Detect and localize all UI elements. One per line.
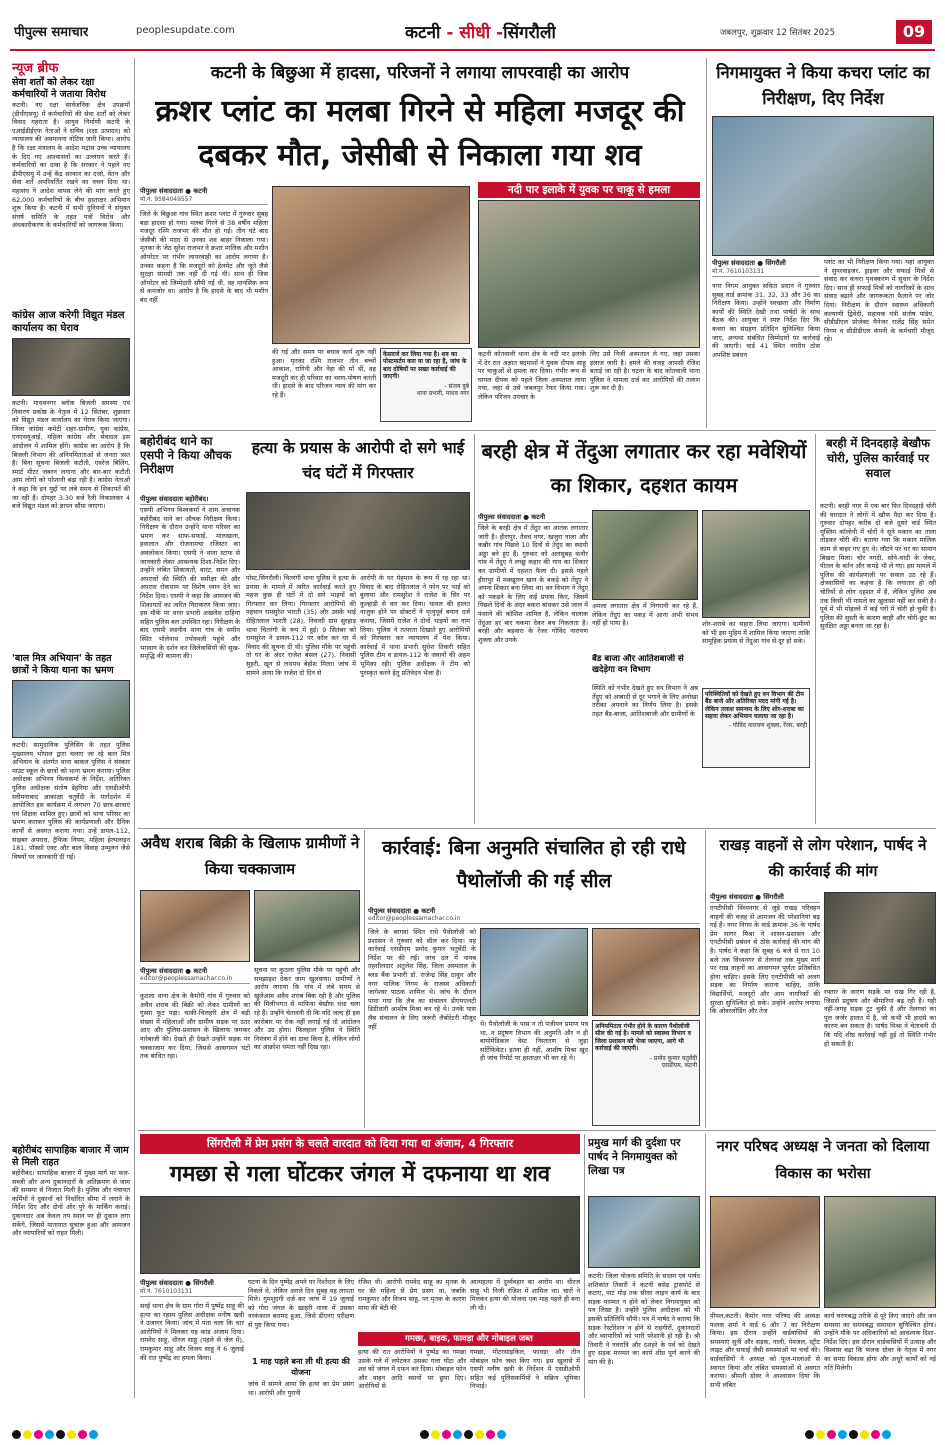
column-rule — [706, 58, 707, 428]
brief-3-title: 'बाल मित्र अभियान' के तहत छात्रों ने किया थाना का भ्रमण — [12, 653, 114, 676]
liquor-byline — [140, 966, 250, 984]
section-sep: - — [440, 23, 460, 43]
leopard-quote-box — [702, 688, 810, 768]
column-rule — [705, 1134, 706, 1398]
column-rule — [364, 830, 365, 1128]
pathology-quote-role: एसडीएम, कटनी — [661, 1062, 697, 1070]
murder-byline-name: पीपुल्स संवाददाता ● सिंगरौली — [140, 1279, 214, 1287]
liquor-headline: अवैध शराब बिक्री के खिलाफ ग्रामीणों ने किया चक्काजाम — [140, 834, 360, 878]
pathology-email[interactable]: editor@peoplessamachar.co.in — [368, 915, 461, 922]
leopard-col-1: जिले के बरही क्षेत्र में तेंदुए का आतंक लगातार जारी है। हीरापुर, तैवच नगर, खजुरा नाला और कन्नौर गांव पिछले 10 दिनों से तेंदुए का स्थायी अड्डा बने हुए हैं। गुरुवार को अलसुबह कनौर गांव में तेंदुए ने लच्छू कहार की गाय का शिकार कर ग्रामीणों में दहशत फैला दी। इससे पहले हीरापुर में मक्खूलन खान के बकड़े को तेंदुए ने अपना शिकार बना लिया था। वन विभाग ने तेंदुए को पकड़ने के लिए कई प्रयास किए, जिसमें पिछले दिनों के अंदर बकरा बांधकर उसे जाल में फंसाने की कोशिश शामिल है, लेकिन चालाक तेंदुआ हर बार चकमा देकर बच निकलता है। बरही और बड़वारा के रेंजर गोविंद नारायण शुक्ला और उनके — [478, 524, 588, 644]
registration-marks-right — [805, 1424, 935, 1440]
sp-headline: बहोरीबंद थाने का एसपी ने किया औचक निरीक्षण — [140, 434, 232, 476]
brief-2-title: कांग्रेस आज करेगी विद्युत मंडल कार्यालय का घेराव — [12, 310, 125, 334]
brief-3-photo — [12, 680, 130, 738]
leopard-col-2: अमला लगातार क्षेत्र में निगरानी कर रहे हैं, लेकिन तेंदुए का पकड़ में आना अभी संभव नहीं हो पाया है। — [592, 602, 698, 628]
council-col-2: कार्य चरणबद्ध तरीके से पूरे किए जाएंगे और जन समस्या का समयबद्ध समाधान सुनिश्चित होगा। उन्होंने मौके पर अधिकारियों को आवश्यक दिशा-निर्देश दिए। इस दौरान वार्डवासियों में उत्साह और विश्वास बढ़ा कि फलक ग्रोवर के नेतृत्व में नगर का समग्र विकास होगा और अधूरे कार्यों को नई गति मिलेगी। — [824, 1312, 936, 1372]
murder-col-7: गमछा, मोटरसाइकिल, फावड़ा और तीन मोबाइल फोन जब्त किए गए। इस खुलासे में एसपी मनीष खत्री के निर्देशन में एसडीओपी सहित कई पुलिसकर्मियों ने सक्रिय भूमिका निभाई। — [470, 1348, 580, 1391]
lead-byline — [140, 186, 268, 205]
mayor-headline: निगमायुक्त ने किया कचरा प्लांट का निरीक्षण, दिए निर्देश — [716, 63, 930, 108]
murder-kicker: सिंगरौली में प्रेम प्रसंग के चलते वारदात को दिया गया था अंजाम, 4 गिरफ्तार — [140, 1134, 580, 1154]
brief-2-photo — [12, 338, 130, 396]
leopard-headline: बरही क्षेत्र में तेंदुआ लगातार कर रहा मवेशियों का शिकार, दहशत कायम — [481, 439, 807, 497]
lead-byline-name: पीपुल्स संवाददाता ● कटनी — [140, 187, 208, 195]
ash-col-2: रफ्तार के कारण सड़कें पर राख गिर रही है, जिससे प्रदूषण और बीमारियां बढ़ रही हैं। यही नहीं-जगह सड़क टूट चुकी है और तेलगवां का पुल जर्जर हालत में है, जो कभी भी हादसे का कारण बन सकता है। पार्षद मिश्रा ने चेतावनी दी कि यदि शीघ्र कार्रवाई नहीं हुई तो स्थिति गंभीर हो सकती है। — [824, 988, 936, 1048]
murder-col-1: सरई थाना क्षेत्र के ग्राम गोरा में पुष्पेंद्र साहू की हत्या का रहस्य पुलिस अधीक्षक मनीष खत्री ने उजागर किया। जांच में पता चला कि चार आरोपियों ने मिलकर यह कांड अंजाम दिया। रामवेद साहू, धीरज साहू (पहले से जेल में), रामकुमार साहू और विजय साहू ने 6 जुलाई की रात पुष्पेंद्र का हमला किया। — [140, 1302, 244, 1362]
council-headline: नगर परिषद अध्यक्ष ने जनता को दिलाया विकास का भरोसा — [716, 1139, 930, 1182]
brothers-photo — [246, 492, 470, 570]
leopard-photo-2 — [702, 510, 810, 618]
section-rule — [138, 1130, 936, 1131]
brief-label: न्यूज ब्रीफ — [12, 61, 59, 76]
theft-text: कटनी। बरही नगर में एक बार फिर दिनदहाड़े चोरी की वारदात ने लोगों में खौफ पैदा कर दिया है। गुरुवार दोपहर करीब दो बजे दूसरे वार्ड स्थित मुस्लिम कॉलोनी में चोरों ने सूने मकान का ताला तोड़कर चोरी की। बताया गया कि मकान मालिक काम से बाहर गए हुए थे। लौटने पर घर का सामान बिखरा मिला। चोर नगदी, सोने-चांदी के जेवर, पीतल के बर्तन और कपड़े भी ले गए। इस मामले में पुलिस की कार्यप्रणाली पर सवाल उठ रहे हैं। क्षेत्रवासियों का कहना है कि लगातार हो रही चोरियों से लोग दहशत में हैं, लेकिन पुलिस अब तक किसी भी मामले का खुलासा नहीं कर सकी है। पूर्व में भी मोहल्ले में कई घरों में चोरी हो चुकी है। पुलिस की सुस्ती के कारण बरही और चोरी-छुट का सुरक्षित अड्डा बनता जा रहा है। — [820, 502, 936, 631]
road-headline: प्रमुख मार्ग की दुर्दशा पर पार्षद ने निगमायुक्त को लिखा पत्र — [588, 1137, 681, 1177]
leopard-photo-1 — [592, 510, 698, 600]
knife-col-2: लिए उसे निजी अस्पताल ले गए, जहां उसका इलाज जारी है। हमले की वजह आपसी रंजिश बताई जा रही है। घटना के बाद कोतवाली थाना पुलिस ने मामला दर्ज कर आरोपियों की तलाश शुरू कर दी है। — [590, 350, 700, 393]
pathology-col-1: जिले के बरगवां स्थित राधे पैथोलॉजी को प्रशासन ने गुरुवार को सील कर दिया। यह कार्रवाई एसडीएम प्रमोद कुमार चतुर्वेदी के निर्देश पर की गई। जांच दल में नायब तहसीलदार अतुलेश सिंह, जिला अस्पताल के ब्लड बैंक प्रभारी डॉ. राजेन्द्र सिंह ठाकुर और नगर पालिक निगम के राजस्व अधिकारी जागेश्वर पाठक शामिल थे। जांच के दौरान पाया गया कि लैब का संचालन डीएमएलटी डिग्रीधारी आशीष मिश्रा कर रहे थे। उनके पास लैब संचालन के लिए जरूरी लैबोरेटरी मौजूद नहीं — [368, 928, 476, 1031]
leopard-quote-by: - गोविंद नारायण शुक्ला, रेंजर, बरही — [728, 721, 807, 729]
ash-photo — [824, 892, 936, 984]
murder-col-5: आत्महत्या में दुर्व्यवहार का आरोप था। धीरज साहू भी निजी रंजिश में शामिल था। चारों ने मिलकर हत्या की योजना एक माह पहले ही बना ली थी। — [470, 1278, 580, 1312]
liquor-photo — [140, 890, 250, 962]
mayor-byline — [712, 258, 820, 277]
liquor-photo-2 — [254, 890, 360, 962]
lead-col-1: जिले के बिछुआ गांव स्थित क्रशर प्लांट में गुरुवार सुबह बड़ा हादसा हो गया। मलबा गिरने से 38 वर्षीय महिला मजदूर रश्मि राजभर की मौत हो गई। तीन घंटे बाद जेसीबी की मदद से उनका शव बाहर निकाला गया। मृतका के जेठ सुरेश राजभर ने क्रशर मालिक और मशीन ऑपरेटर पर गंभीर लापरवाही का आरोप लगाया है। उनका कहना है कि मजदूरों को हेलमेट और जूते जैसे सुरक्षा सामग्री तक नहीं दी गई थी। साथ ही जिस ऑपरेटर को जिम्मेदारी सौंपी गई थी, वह मानसिक रूप से कमजोर था। आरोप है कि हादसे के बाद भी मशीन बंद नहीं — [140, 210, 268, 304]
mayor-byline-name: पीपुल्स संवाददाता ● सिंगरौली — [712, 259, 786, 267]
knife-col-1: कटनी कोतवाली थाना क्षेत्र के नदी पार इलाके में देर रात अज्ञात बदमाशों ने युवक दीपक साहू पर चाकुओं से हमला कर दिया। गंभीर रूप से घायल दीपक को पहले जिला अस्पताल लाया गया, जहां से उसे जबलपुर रेफर किया गया। लेकिन परिजन उपचार के — [478, 350, 586, 401]
section-katni: कटनी — [405, 23, 441, 43]
lead-quote: केसदर्ज कर लिया गया है। शव का पोस्टमार्टम करा या जा रहा है, जांच के बाद दोषियों पर सख्त कार्रवाई की जाएगी। — [383, 351, 467, 381]
murder-col-2: घटना के दिन पुष्पेंद्र अपने घर रिश्तेदार के लिए निकले थे, लेकिन अगले दिन सुबह वह लापता मिले। गुमशुदगी दर्ज कर जांच में 19 जुलाई को गोरा जंगल के खाहरी नाला में उसका नरकंकाल बरामद हुआ, जिसे डीएनए परीक्षण से पुष्ट किया गया। — [248, 1278, 354, 1329]
pathology-photo-2 — [592, 928, 700, 1016]
brief-3-text: कटनी। सामुदायिक पुलिसिंग के तहत पुलिस मुख्यालय भोपाल द्वारा चलाए जा रहे बाल मित्र अभियान के अंतर्गत थाना बाकल पुलिस ने संस्कार माउंट स्कूल के छात्रों को थाना भ्रमण कराया। पुलिस अधीक्षक अभिनय विश्वकर्मा के निर्देश, अतिरिक्त पुलिस अधीक्षक संतोष डेहरिया और एसडीओपी स्लीमनाबाद आकांक्षा चतुर्वेदी के मार्गदर्शन में आयोजित इस कार्यक्रम में लगभग 70 छात्र-छात्राएं एवं शिक्षक शामिल हुए। छात्रों को थाना परिसर का भ्रमण कराकर पुलिस की कार्यप्रणाली और दैनिक कार्यों से अवगत कराया गया। उन्हें डायल-112, साइबर अपराध, ट्रैफिक नियम, महिला हेल्पलाइन 181, पॉक्सो एक्ट और बाल विवाह उन्मूलन जैसे विषयों पर जानकारी दी गई। — [12, 741, 130, 861]
leopard-col-3: स्थिति को गंभीर देखते हुए वन विभाग ने अब तेंदुए को आबादी से दूर भगाने के लिए अनोखा तरीका अपनाने का निर्णय लिया है। इसके तहत बैंड-बाजा, आतिशबाजी और ग्रामीणों के — [592, 684, 698, 718]
liquor-col-1: कुठला थाना क्षेत्र के कैमोरी गांव में गुरुवार को अवैध शराब की बिक्री को लेकर ग्रामीणों का गुस्सा फूट पड़ा। चाकी-चिलहरी क्षेत्र में बड़ी संख्या में महिलाओं और ग्रामीण सड़क पर उतर आए और पुलिस-प्रशासन के खिलाफ जमकर नारेबाजी की। देखते ही देखते उन्होंने सड़क पर चक्काजाम कर दिया, जिससे आवागमन घंटों तक बाधित रहा। — [140, 992, 250, 1061]
brief-1-title: सेवा शर्तों को लेकर रक्षा कर्मचारियों ने जताया विरोध — [12, 77, 106, 100]
murder-photo — [140, 1196, 580, 1274]
column-rule — [474, 434, 475, 824]
ash-headline: राखड़ वाहनों से लोग परेशान, पार्षद ने की कार्रवाई की मांग — [719, 836, 927, 880]
theft-headline: बरही में दिनदहाड़े बेखौफ चोरी, पुलिस कार्रवाई पर सवाल — [826, 436, 930, 480]
brief-4-text: बहोरीबंद। सापाहिक बाजार में मुख्य मार्ग पर फल-सब्जी और अन्य दुकानदारों के अतिक्रमण से जाम की समस्या से निजात मिली है। पुलिस और पंचायत कर्मियों ने दुकानों को निर्धारित सीमा में लगाने के निर्देश दिए और दोनों ओर पुरे के मार्किंग कराई। दुकानदार अब केवल तय स्थान पर ही दुकान लगा सकेंगे, जिससे यातायात सुचारू हुआ और आमजन और व्यापारियों को राहत मिली। — [12, 1169, 130, 1238]
page-number: 09 — [896, 20, 932, 44]
lead-photo — [272, 186, 470, 344]
column-rule — [815, 434, 816, 824]
column-rule — [134, 58, 135, 1398]
liquor-col-2: सूचना पर कुठला पुलिस मौके पर पहुंची और समझाइश देकर जाम खुलवाया। ग्रामीणों ने आरोप लगाया कि गांव में लंबे समय से खुलेआम अवैध शराब बिक रही है और पुलिस की मिलीभगत से माफिया बेखौफ धंधा चला रहे हैं। उन्होंने चेतावनी दी कि यदि जल्द ही इस कारोबार पर रोक नहीं लगाई गई तो आंदोलन और उग्र होगा। फिलहाल पुलिस ने स्थिति नियंत्रण में होने का दावा किया है, लेकिन लोगों का आक्रोश थमता नहीं दिख रहा। — [254, 966, 360, 1052]
lead-kicker: कटनी के बिछुआ में हादसा, परिजनों ने लगाया लापरवाही का आरोप — [210, 63, 630, 83]
column-rule — [584, 1134, 585, 1398]
mayor-col-2: प्लांट का भी निरीक्षण किया गया। यहां आयुक्त ने सुपरवाइजर, ड्राइवर और सफाई मित्रों से संवाद कर कचरा पृथक्करण में सुधार के निर्देश दिए। साथ ही सफाई मित्रों को नागरिकों के साथ संवाद बढ़ाने और जागरूकता फैलाने पर जोर दिया। निरीक्षण के दौरान स्वास्थ्य अधिकारी कल्याणी द्विवेदी, सहायक यंत्री संतोष पांडेय, सीडीडीएल प्रोजेक्ट मैनेजर राजेंद्र सिंह समेत निगम व सीडीडीएल कंपनी के कर्मचारी मौजूद रहे। — [824, 258, 934, 344]
news-brief-column — [12, 58, 130, 1398]
print-registration-marks — [0, 1420, 945, 1440]
knife-title: नदी पार इलाके में युवक पर चाकू से हमला — [478, 182, 700, 198]
murder-headline: गमछा से गला घोंटकर जंगल में दफनाया था शव — [169, 1162, 551, 1187]
sp-byline: पीपुल्स संवाददाता बहोरीबंद। — [140, 494, 240, 505]
section-rule — [138, 430, 936, 431]
lead-byline-mobile: मो.नं. 9584049557 — [140, 196, 193, 203]
section-singrauli: सिंगरौली — [503, 23, 556, 43]
murder-col-6: हत्या की रात आरोपियों ने पुष्पेंद्र का गमछा उसके गले में लपेटकर उसका गला घोंटा और शव को जंगल में दफन कर दिया। मोबाइल फोन और वाहन आदि स्थानों पर छुपा दिए। आरोपियों से — [358, 1348, 466, 1391]
liquor-email[interactable]: editor@peoplessamachar.co.in — [140, 975, 233, 982]
council-photo-2 — [824, 1196, 936, 1308]
mayor-col-1: नगर निगम आयुक्त सविता प्रधान ने गुरुवार सुबह वार्ड क्रमांक 31, 32, 33 और 36 का निरीक्षण किया। उन्होंने स्वच्छता और निर्माण कार्यों की स्थिति देखी तथा पार्षदों के साथ बैठक की। आयुक्त ने स्पष्ट निर्देश दिए कि कचरा का संग्रहण प्रतिदिन सुनिश्चित किया जाए, अन्यथा संबंधित जिम्मेदारों पर कार्रवाई की जाएगी। वार्ड 41 स्थित नगरीय ठोस अपशिष्ट प्रबंधन — [712, 282, 820, 359]
pathology-photo-1 — [480, 928, 588, 1016]
sp-text: एसपी अभिनय विश्वकर्मा ने शाम अचानक बहोरीबंद थाने का औचक निरीक्षण किया। निरीक्षण के दौरान उन्होंने थाना परिसर का भ्रमण कर साफ-सफाई, मालखाना, हवालात और रोजनामचा रजिस्टर का अवलोकन किया। एसपी ने थाना स्टाफ से जानकारी लेकर आवश्यक दिशा-निर्देश दिए। उन्होंने लंबित शिकायतों, वारंट, समन और अपराधों की स्थिति की समीक्षा की और अपराध रोकथाम पर विशेष ध्यान देने का निर्देश दिया। एसपी ने कहा कि आमजन की शिकायतों का त्वरित निराकरण किया जाए। इस मौके पर थाना प्रभारी अखलेश दाहिया सहित पुलिस बल उपस्थित रहा। निरीक्षण के बाद एसपी स्थानीय थाना गांव के समीप स्थित भोलेनाथ तपोस्थली पहुंचे और भगवान के दर्शन कर जिलेवासियों की सुख-समृद्धि की कामना की। — [140, 506, 240, 661]
masthead — [0, 0, 945, 52]
lead-quote-box — [380, 348, 472, 422]
council-col-1: पीपल,कटनी। कैमोर नगर परिषद की अध्यक्ष फलक शर्मा ने वार्ड 6 और 7 का निरीक्षण किया। इस दौरान उन्होंने वार्डवासियों की समस्याएं सुनीं और सड़क, नाली, पेयजल, स्ट्रीट लाइट और सफाई जैसी समस्याओं पर चर्चा की। वार्डवासियों ने अध्यक्ष को फूल-मालाओं से स्वागत किया और लंबित समस्याओं से अवगत कराया। श्रीमती ग्रोवर ने आश्वासन दिया कि सभी लंबित — [710, 1312, 820, 1389]
road-text: कटनी। जिला योजना समिति के सदस्य एवं पार्षद शशिकांत तिवारी ने कटनी बसेड़ ट्रांसपोर्ट से कटाए, पाट मोड़ तक सीवर लाइन कार्य के बाद सड़क मरम्मत न होने को लेकर निगमायुक्त को पत्र लिखा है। उन्होंने पुलिस अधीक्षक को भी इसकी प्रतिलिपि सौंपी। पत्र में पार्षद ने बताया कि सड़क रेस्टोरेशन न होने से राहगीरों, दुकानदारों और व्यापारियों को भारी परेशानी हो रही है। श्री तिवारी ने नवरात्रि और दशहरे के पर्व को देखते हुए सड़क मरम्मत का कार्य शीघ्र पूर्ण करने की मांग की है। — [588, 1272, 700, 1366]
logo: पीपुल्स समाचार — [14, 25, 89, 40]
section-sep: - — [490, 23, 504, 43]
registration-marks-center — [420, 1424, 530, 1440]
leopard-col-4: शोर-शराबे का सहारा लिया जाएगा। ग्रामीणों को भी इस मुहिम में शामिल किया जाएगा ताकि सामूहिक प्रयास से तेंदुआ गांव से दूर हो सके। — [702, 620, 810, 646]
pathology-byline — [368, 906, 700, 924]
lead-quote-by: - संजय दुबे — [444, 382, 469, 390]
murder-subhead: 1 माह पहले बना ली थी हत्या की योजना — [252, 1357, 350, 1377]
masthead-rule — [10, 49, 935, 51]
brief-2-text: कटनी। माधवनगर ब्लॉक बिजली समस्या एवं निवारण प्रकोष्ठ के नेतृत्व में 12 सितंबर, शुक्रवार को विद्युत मंडल कार्यालय का घेराव किया जाएगा। जिला कांग्रेस कमेटी शहर-ग्रामीण, युवा कांग्रेस, एनएसयूआई, महिला कांग्रेस और सेवादल इस आंदोलन में शामिल होंगे। कांग्रेस का आरोप है कि बिजली विभाग की अनियमितताओं से जनता त्रस्त है। बिना सूचना बिजली कटौती, एवरेज बिलिंग, स्मार्ट मीटर जबरन लगाना और बार-बार कटौती आम लोगों को परेशानी बढ़ा रही है। कांग्रेस नेताओं ने कहा कि इन मुद्दों पर लंबे समय से शिकायतें की जा रही हैं। दोपहर 3.30 बजे रैली निकालकर 4 बजे विद्युत मंडल को ज्ञापन सौंपा जाएगा। — [12, 399, 130, 511]
brief-4-title: बहोरीबंद सापाहिक बाजार में जाम से मिली राहत — [12, 1145, 129, 1168]
murder-col-3: जांच में सामने आया कि हत्या का प्रेम प्रसंग था। आरोपी और पुरानी — [248, 1380, 354, 1397]
section-title — [405, 20, 556, 43]
brothers-col-1: पोस्ट,सिंगरौली। चितरंगी थाना पुलिस ने हत्या के प्रयास के मामले में त्वरित कार्रवाई करते हुए महज कुछ ही घंटों में दो सगे भाइयों को गिरफ्तार कर लिया। गिरफ्तार आरोपियों की पहचान रामसुरेश भारती (35) और उसके भाई रोहितलाल भारती (28), निवासी ग्राम सुरहाड़ थाना चितरंगी के रूप में हुई। 9 सितंबर को रामसुरेश ने डायल-112 पर कॉल कर घर में विवाद की सूचना दी थी। पुलिस मौके पर पहुंची तो घर के अंदर राजेश बंसल (27), निवासी सुहरी, खून से लथपथ बेहोश मिला। जांच में सामने आया कि राजेश दो दिन से — [246, 574, 356, 677]
murder-byline-mobile: मो.नं. 7610103131 — [140, 1288, 193, 1295]
murder-subhead-2: गमछा, बाइक, फावड़ा और मोबाइल जब्त — [358, 1332, 580, 1346]
section-rule — [138, 828, 936, 829]
website[interactable]: peoplesupdate.com — [136, 25, 235, 36]
murder-byline — [140, 1278, 244, 1297]
brothers-headline: हत्या के प्रयास के आरोपी दो सगे भाई चंद घंटों में गिरफ्तार — [251, 439, 465, 482]
leopard-byline: पीपुल्स संवाददाता ● कटनी — [478, 512, 588, 523]
pathology-quote: अनियमितता गंभीर होने के कारण पैथोलॉजी सील की गई है। मामले को स्वास्थ्य विभाग व जिला प्रशासन को भेजा जाएगा, आगे भी कार्रवाई की जाएगी। — [595, 1023, 691, 1053]
liquor-byline-name: पीपुल्स संवाददाता ● कटनी — [140, 967, 208, 975]
brief-1-text: कटनी। नए रक्षा सार्वजनिक क्षेत्र उपक्रमों (डीपीएसयू) में कर्मचारियों की सेवा शर्तों को लेकर विवाद गहराता है। आयुध निर्माणी कटनी के एआईडीईएफ नेताओं ने सचिव (रक्षा उत्पादन) को न्यायालय की अवमानना नोटिस जारी किया। आरोप है कि रक्षा मंत्रालय के आदेश मद्रास उच्च न्यायालय के दिए गए आश्वासनों का उल्लंघन करते हैं। कर्मचारियों का दावा है कि सरकार ने पहले नए डीपीएसयू में उन्हें केंद्र सरकार का दर्जा, वेतन और सेवा शर्तें अपरिवर्तित रखने का वचन दिया था। महासंघ ने आदेश वापस लेने की मांग करते हुए 62,000 कर्मचारियों के बीच हस्ताक्षर अभियान शुरू किया है। कटनी में सभी यूनियनों ने संयुक्त संघर्ष समिति के तहत पत्रों विरोध और अंधकारीकरण के कर्मचारियों को जागरूक किया। — [12, 101, 130, 230]
mayor-byline-mobile: मो.नं. 7610103131 — [712, 268, 765, 275]
lead-quote-role: थाना प्रभारी, माधव नगर — [416, 390, 469, 398]
pathology-quote-box — [592, 1020, 700, 1126]
registration-marks-left — [12, 1424, 142, 1440]
pathology-headline: कार्रवाई: बिना अनुमति संचालित हो रही राधे पैथोलॉजी की गई सील — [382, 837, 686, 892]
lead-col-2: की गई और समय पर बचाव कार्य शुरू नहीं हुआ। मृतका रश्मि राजभर तीन बच्चों आकाश, रागिनी और नेहा की माँ थीं, वह मजदूरी कर ही परिवार का भरण-पोषण करती थीं। हादसे के बाद परिजन न्याय की मांग कर रहे हैं। — [272, 348, 376, 399]
column-rule — [705, 830, 706, 1128]
leopard-quote: परिस्थितियों को देखते हुए वन विभाग की टीम बैंड बाजे और अतिरिक्त मदद मांगी गई है। लेकिन तलाश समन्वय के लिए शोर-शराबा का सहारा लेकर अभियान चलाया जा रहा है। — [705, 691, 804, 721]
ash-col-1: एनटीपीसी विंध्यनगर से जुड़े राखड़ परिवहन वाहनों की वजह से आमजन की परेशानियां बढ़ गई हैं। नगर निगम के वार्ड क्रमांक 36 के पार्षद प्रेम सागर मिश्रा ने शासन-प्रशासन और एनटीपीसी प्रबंधन से ठोस कार्रवाई की मांग की है। पार्षद ने कहा कि सुबह 6 बजे से रात 10 बजे तक विंध्यनगर से तेलगवां तक मुख्य मार्ग पर राख वाहनों का आवागमन पूर्णतः प्रतिबंधित होना चाहिए। इसके लिए एनटीपीसी को अलग सड़क का निर्माण कराना चाहिए, ताकि विद्यार्थियों, मजदूरों और आम नागरिकों की सुरक्षा सुनिश्चित हो सके। उन्होंने आरोप लगाया कि ओवरलोडिंग और तेज — [710, 904, 820, 1016]
mayor-photo — [712, 116, 934, 256]
ash-byline: पीपुल्स संवाददाता ● सिंगरौली — [710, 892, 820, 903]
council-photo-1 — [710, 1196, 820, 1308]
pathology-col-2: थे। पैथोलॉजी के पास न तो पंजीयन प्रमाण पत्र था, न प्रदूषण विभाग की अनुमति और न ही बायोमेडिकल वेस्ट निस्तारण से जुड़ा सर्टिफिकेट। इतना ही नहीं, आशीष मिश्रा खुद ही जांच रिपोर्ट पर हस्ताक्षर भी कर रहे थे। — [480, 1020, 588, 1063]
knife-photo — [478, 200, 700, 348]
dateline: जबलपुर, शुक्रवार 12 सितंबर 2025 — [720, 28, 836, 38]
pathology-quote-by: - प्रमोद कुमार चतुर्वेदी — [649, 1054, 697, 1062]
murder-col-4: रंजिश थी। आरोपी रामवेद साहू का मृतक के घर की महिला से प्रेम प्रसंग था, जबकि रामकुमार और विजय साहू, पर मृतक के कारण मामा की बेटी की — [358, 1278, 466, 1312]
road-photo — [588, 1196, 700, 1268]
leopard-subhead: बैंड बाजा और आतिशबाजी से खदेड़ेगा वन विभाग — [592, 654, 684, 675]
lead-headline: क्रशर प्लांट का मलबा गिरने से महिला मजदूर की दबकर मौत, जेसीबी से निकाला गया शव — [155, 94, 685, 173]
pathology-byline-name: पीपुल्स संवाददाता ● कटनी — [368, 907, 436, 915]
brothers-col-2: आरोपी के घर मेहमान के रूप में रह रहा था। विवाद के बाद रोहितलाल ने फोन पर भाई को बुलाया और रामसुरेश ने राजेश के सिर पर कुल्हाड़ी से वार कर दिया। घायल की हालत नाजुक होने पर डॉक्टरों ने मृत्युपूर्व बयान दर्ज कराया, जिसमें राजेश ने दोनों भाइयों का नाम लिया। पुलिस ने तत्परता दिखाते हुए आरोपियों को गिरफ्तार कर न्यायालय में पेश किया। कार्रवाई में थाना प्रभारी सुधेश तिवारी सहित पुलिस टीम व डायल-112 के जवानों की अहम भूमिका रही। पुलिस अधीक्षक ने टीम को पुरस्कृत करने हेतु प्रतिवेदन भेजा है। — [360, 574, 470, 677]
section-sidhi: सीधी — [459, 23, 491, 43]
